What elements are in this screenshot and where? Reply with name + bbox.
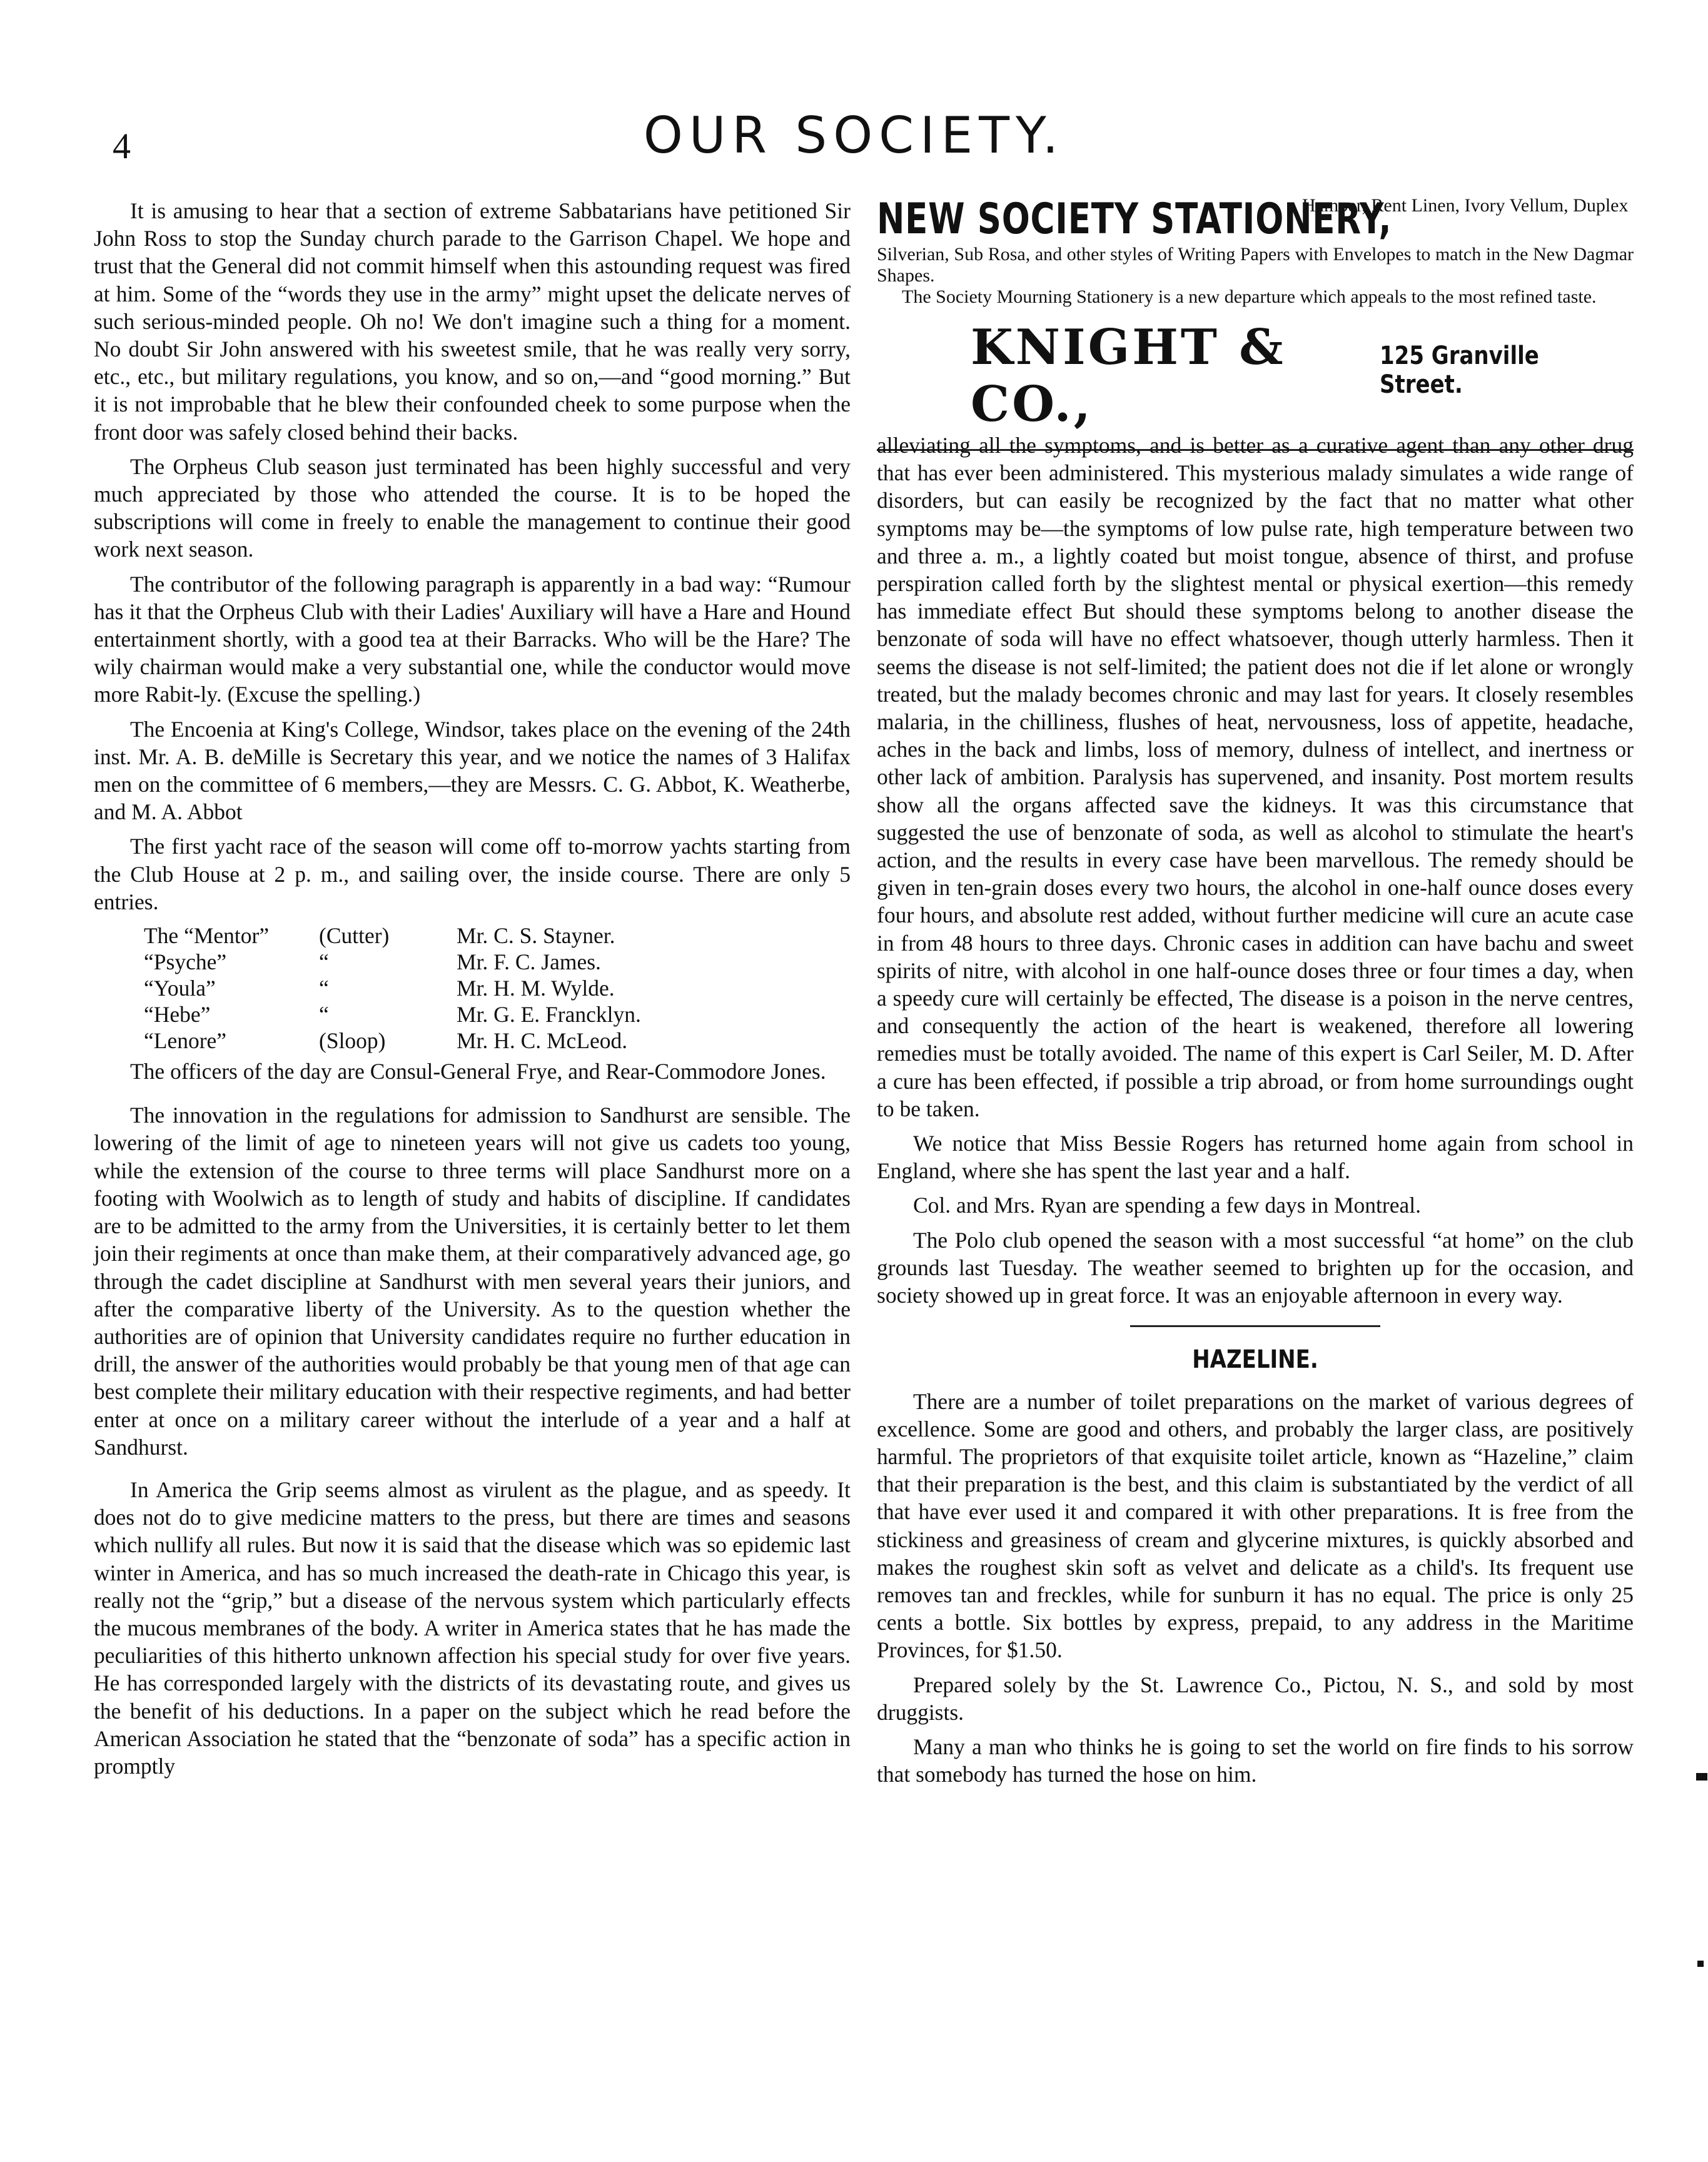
yacht-entry-row [144, 922, 660, 949]
ad-firm-address: 125 Granville Street. [1379, 341, 1539, 399]
yacht-rig: “ [319, 976, 329, 1001]
yacht-name: “Youla” [144, 976, 216, 1001]
yacht-entry-row [144, 975, 660, 1001]
yacht-name: “Hebe” [144, 1002, 211, 1028]
paragraph-yacht-race: The first yacht race of the season will come off to-morrow yachts starting from the Club House at 2 p. m., and sailing over, the inside course. There are only 5 entries. [94, 834, 851, 914]
yacht-rig: “ [319, 1002, 329, 1028]
paragraph-hare-and-hound: The contributor of the following paragraph is apparently in a bad way: “Rumour has it that the Orpheus Club with their Ladies' Auxiliary will have a Hare and Hound entertainment shortly, with a good tea at their Barracks. Who will be the Hare? The wily chairman would make a very substantial one, while the conductor would move more Rabit-ly. (Excuse the spelling.) [94, 571, 851, 707]
yacht-entry-row [144, 1001, 660, 1028]
hazeline-heading: HAZELINE. [1192, 1345, 1318, 1375]
yacht-entries-table [144, 922, 660, 1054]
paragraph-encoenia: The Encoenia at King's College, Windsor, takes place on the evening of the 24th inst. Mr. A. B. deMille is Secretary this year, and we notice the names of 3 Halifax men on the committee of 6 members,—they are Messrs. C. G. Abbot, K. Weatherbe, and M. A. Abbot [94, 716, 851, 825]
paragraph-orpheus-club: The Orpheus Club season just terminated has been highly successful and very much appreciated by those who attended the course. It is to be hoped the subscriptions will come in freely to enable the management to continue their good work next season. [94, 453, 851, 562]
paragraph-sabbatarians: It is amusing to hear that a section of extreme Sabbatarians have petitioned Sir John Ross to stop the Sunday church parade to the Garrison Chapel. We hope and trust that the General did not commit himself when this astounding request was fired at him. Some of the “words they use in the army” might upset the delicate nerves of such serious-minded people. Oh no! We don't imagine such a thing for a moment. No doubt Sir John answered with his sweetest smile, that he was really very sorry, etc., etc., but military regulations, you know, and so on,—and “good morning.” But it is not improbable that he blew their confounded cheek to some purpose when the front door was safely closed behind their backs. [94, 198, 851, 445]
paragraph-bessie-rogers: We notice that Miss Bessie Rogers has returned home again from school in England, where she has spent the last year and a half. [877, 1131, 1634, 1184]
yacht-rig: (Cutter) [319, 923, 390, 949]
margin-mark [1697, 1961, 1704, 1967]
margin-mark [1696, 1773, 1707, 1781]
page-number: 4 [113, 126, 131, 166]
yacht-owner: Mr. G. E. Francklyn. [457, 1002, 641, 1028]
ad-title: NEW SOCIETY STATIONERY, [877, 194, 1392, 244]
yacht-name: “Lenore” [144, 1028, 227, 1054]
yacht-entry-row [144, 949, 660, 975]
yacht-owner: Mr. F. C. James. [457, 949, 601, 975]
yacht-name: The “Mentor” [144, 923, 270, 949]
section-divider [1130, 1325, 1380, 1327]
masthead-title: OUR SOCIETY. [643, 106, 1065, 164]
left-column [94, 197, 851, 1787]
ad-body-mourning: The Society Mourning Stationery is a new departure which appeals to the most refined taste. [902, 286, 1597, 307]
yacht-name: “Psyche” [144, 949, 227, 975]
yacht-rig: “ [319, 949, 329, 975]
paragraph-polo-club: The Polo club opened the season with a most successful “at home” on the club grounds last Tuesday. The weather seemed to brighten up for the occasion, and society showed up in great force. It was an enjoyable afternoon in every way. [877, 1227, 1634, 1308]
paragraph-prepared-by: Prepared solely by the St. Lawrence Co., Pictou, N. S., and sold by most druggists. [877, 1672, 1634, 1725]
yacht-owner: Mr. H. C. McLeod. [457, 1028, 628, 1054]
yacht-owner: Mr. C. S. Stayner. [457, 923, 615, 949]
paragraph-ryan: Col. and Mrs. Ryan are spending a few days in Montreal. [913, 1193, 1421, 1218]
yacht-rig: (Sloop) [319, 1028, 386, 1054]
ad-firm-name: KNIGHT & CO., [971, 319, 1286, 433]
right-column [877, 432, 1634, 1795]
ad-side-text: Hamper, Rent Linen, Ivory Vellum, Duplex [1302, 195, 1629, 216]
ad-body: Silverian, Sub Rosa, and other styles of Writing Papers with Envelopes to match in the New Dagmar Shapes. [877, 244, 1634, 286]
yacht-owner: Mr. H. M. Wylde. [457, 976, 615, 1001]
stationery-advertisement [877, 195, 1634, 451]
paragraph-officers: The officers of the day are Consul-General Frye, and Rear-Commodore Jones. [130, 1059, 826, 1084]
paragraph-hose: Many a man who thinks he is going to set the world on fire finds to his sorrow that somebody has turned the hose on him. [877, 1734, 1634, 1787]
paragraph-sandhurst: The innovation in the regulations for admission to Sandhurst are sensible. The lowering of the limit of age to nineteen years will not give us cadets too young, while the extension of the course to three terms will place Sandhurst more on a footing with Woolwich as to length of study and habits of discipline. If candidates are to be admitted to the army from the Universities, it is certainly better to let them join their regiments at once than make them, at their comparatively advanced age, go through the cadet discipline at Sandhurst with men several years their juniors, and after the comparative liberty of the University. As to the question whether the authorities are of opinion that University candidates require no further education in drill, the answer of the authorities would probably be that young men of that age can best complete their military education with their respective regiments, and had better enter at once on a military career without the interlude of a year and a half at Sandhurst. [94, 1103, 851, 1460]
paragraph-grip: In America the Grip seems almost as virulent as the plague, and as speedy. It does not do to give medicine matters to the press, but there are times and seasons which nullify all rules. But now it is said that the disease which was so epidemic last winter in America, and has so much increased the death-rate in Chicago this year, is really not the “grip,” but a disease of the nervous system which particularly effects the mucous membranes of the body. A writer in America states that he has made the peculiarities of this hitherto unknown affection his special study for over five years. He has corresponded largely with the districts of its devastating route, and gives us the benefit of his deductions. In a paper on the subject which he read before the American Association he stated that the “benzonate of soda” has a specific action in promptly [94, 1477, 851, 1779]
paragraph-hazeline: There are a number of toilet preparations on the market of various degrees of excellence. Some are good and others, and probably the larger class, are positively harmful. The proprietors of that exquisite toilet article, known as “Hazeline,” claim that their preparation is the best, and this claim is substantiated by the verdict of all that have ever used it and compared it with other preparations. It is free from the stickiness and greasiness of cream and glycerine mixtures, is quickly absorbed and makes the roughest skin soft as velvet and delicate as a child's. Its frequent use removes tan and freckles, while for sunburn it has no equal. The price is only 25 cents a bottle. Six bottles by express, prepaid, to any address in the Maritime Provinces, for $1.50. [877, 1388, 1634, 1663]
yacht-entry-row [144, 1028, 660, 1054]
paragraph-benzonate: alleviating all the symptoms, and is better as a curative agent than any other drug that has ever been administered. This mysterious malady simulates a wide range of disorders, but can easily be recognized by the fact that no matter what other symptoms may be—the symptoms of low pulse rate, high temperature between two and three a. m., a lightly coated but moist tongue, absence of thirst, and profuse perspiration called forth by the slightest mental or physical exertion—this remedy has immediate effect But should these symptoms belong to another disease the benzonate of soda will have no effect whatsoever, though utterly harmless. Then it seems the disease is not self-limited; the patient does not die if let alone or wrongly treated, but the malady becomes chronic and may last for years. It closely resembles malaria, in the chilliness, flushes of heat, nervousness, loss of appetite, headache, aches in the back and limbs, loss of memory, dulness of intellect, and inertness or other lack of ambition. Paralysis has supervened, and insanity. Post mortem results show all the organs affected save the kidneys. It was this circumstance that suggested the use of benzonate of soda, as well as alcohol to stimulate the heart's action, and the results in every case have been marvellous. The remedy should be given in ten-grain doses every two hours, the alcohol in one-half ounce doses every four hours, and absolute rest added, without further medicine will cure an acute case in from 48 hours to three days. Chronic cases in addition can have bachu and sweet spirits of nitre, with alcohol in one half-ounce doses three or four times a day, when a speedy cure will certainly be effected, The disease is a poison in the nerve centres, and consequently the action of the heart is weakened, therefore all lowering remedies must be totally avoided. The name of this expert is Carl Seiler, M. D. After a cure has been effected, if possible a trip abroad, or from home surroundings ought to be taken. [877, 433, 1634, 1121]
